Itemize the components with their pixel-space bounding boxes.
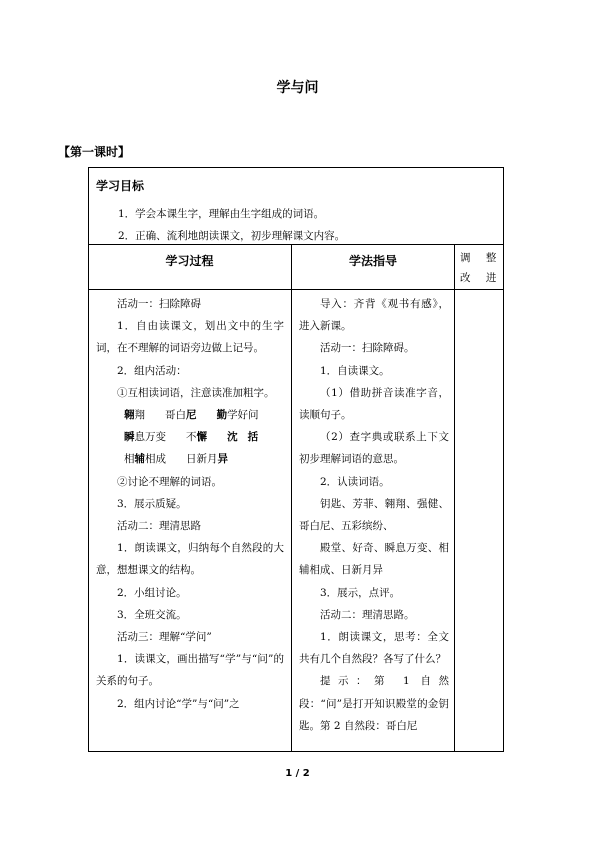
vocab-row	[96, 426, 284, 448]
page-number: 1 / 2	[285, 768, 310, 779]
column-header-adjust-line1: 调 整	[460, 252, 503, 264]
word-list: 殿堂、好奇、瞬息万变、相辅相成、日新月异	[299, 542, 449, 577]
vocab-row	[96, 448, 284, 470]
table-border-right	[503, 167, 504, 752]
process-step: 3．展示质疑。	[117, 497, 187, 510]
activity-heading: 活动二：理清思路	[117, 520, 201, 533]
table-divider-col2	[454, 244, 455, 752]
vocab-text	[197, 409, 217, 421]
vocab-text: 相	[124, 453, 135, 466]
column-header-method: 学法指导	[348, 254, 397, 268]
bold-char: 尼	[186, 409, 197, 422]
method-step: 提示：第 1 自然段：“问”是打开知识殿堂的金钥匙。第 2 自然段：哥白尼	[299, 675, 449, 732]
process-step: ②讨论不理解的词语。	[117, 475, 222, 488]
word-list: 钥匙、芳菲、翱翔、强健、哥白尼、五彩缤纷、	[299, 497, 449, 533]
table-divider-col1	[291, 244, 292, 752]
process-step: 1．朗读课文，归纳每个自然段的大意，想想课文的结构。	[96, 542, 284, 577]
bold-char: 括	[247, 431, 259, 444]
bold-char: 瞬	[124, 431, 135, 444]
activity-heading: 活动一：扫除障碍。	[320, 342, 415, 355]
process-step: 3．全班交流。	[117, 608, 187, 621]
method-step: （2）查字典或联系上下文初步理解词语的意思。	[299, 431, 449, 466]
process-step: 1．读课文，画出描写“学”与“问”的关系的句子。	[96, 653, 284, 688]
vocab-text: 相成 日新月	[145, 453, 218, 466]
process-step: 1．自由读课文，划出文中的生字词，在不理解的词语旁边做上记号。	[96, 320, 284, 355]
lesson-label: 【第一课时】	[58, 145, 131, 159]
table-border-bottom	[88, 751, 504, 752]
vocab-text: 翔 哥白	[134, 409, 187, 422]
process-column	[96, 293, 284, 715]
method-step: 2．认读词语。	[320, 475, 390, 488]
bold-char: 翱	[124, 409, 135, 422]
process-step: 2．小组讨论。	[117, 586, 187, 599]
activity-heading: 活动三：理解“学问”	[117, 631, 212, 644]
method-step: （1）借助拼音读准字音，读顺句子。	[299, 386, 449, 422]
column-header-adjust-line2: 改 进	[460, 272, 503, 284]
column-header-process: 学习过程	[165, 254, 214, 268]
vocab-text	[207, 431, 227, 443]
process-step: 2．组内活动：	[117, 364, 187, 377]
bold-char: 懈	[196, 431, 208, 444]
goal-item: 1．学会本课生字，理解由生字组成的词语。	[118, 208, 325, 220]
process-step: ①互相读词语，注意读准加粗字。	[117, 386, 275, 399]
method-step: 导入：齐背《观书有感》，进入新课。	[299, 298, 449, 333]
method-step: 1．自读课文。	[320, 364, 390, 377]
bold-char: 辅	[134, 453, 145, 466]
page-title: 学与问	[276, 80, 319, 96]
method-column	[299, 293, 449, 737]
table-border-top	[88, 167, 504, 168]
vocab-text: 学好问	[227, 409, 259, 422]
vocab-row	[96, 404, 284, 426]
process-step: 2．组内讨论“学”与“问”之	[117, 697, 240, 710]
method-step: 1．朗读课文，思考：全文共有几个自然段？各写了什么？	[299, 631, 449, 666]
activity-heading: 活动二：理清思路。	[320, 608, 415, 621]
method-step: 3．展示，点评。	[320, 586, 401, 599]
bold-char: 沈	[227, 431, 238, 444]
table-divider-header	[88, 289, 504, 290]
goal-item: 2．正确、流利地朗读课文，初步理解课文内容。	[118, 230, 346, 242]
bold-char: 勤	[216, 409, 228, 422]
goals-heading: 学习目标	[96, 179, 145, 193]
vocab-text: 息万变 不	[134, 431, 197, 444]
activity-heading: 活动一：扫除障碍	[117, 298, 201, 310]
bold-char: 异	[217, 453, 229, 466]
vocab-text	[238, 431, 248, 443]
table-divider-goals	[88, 244, 504, 245]
